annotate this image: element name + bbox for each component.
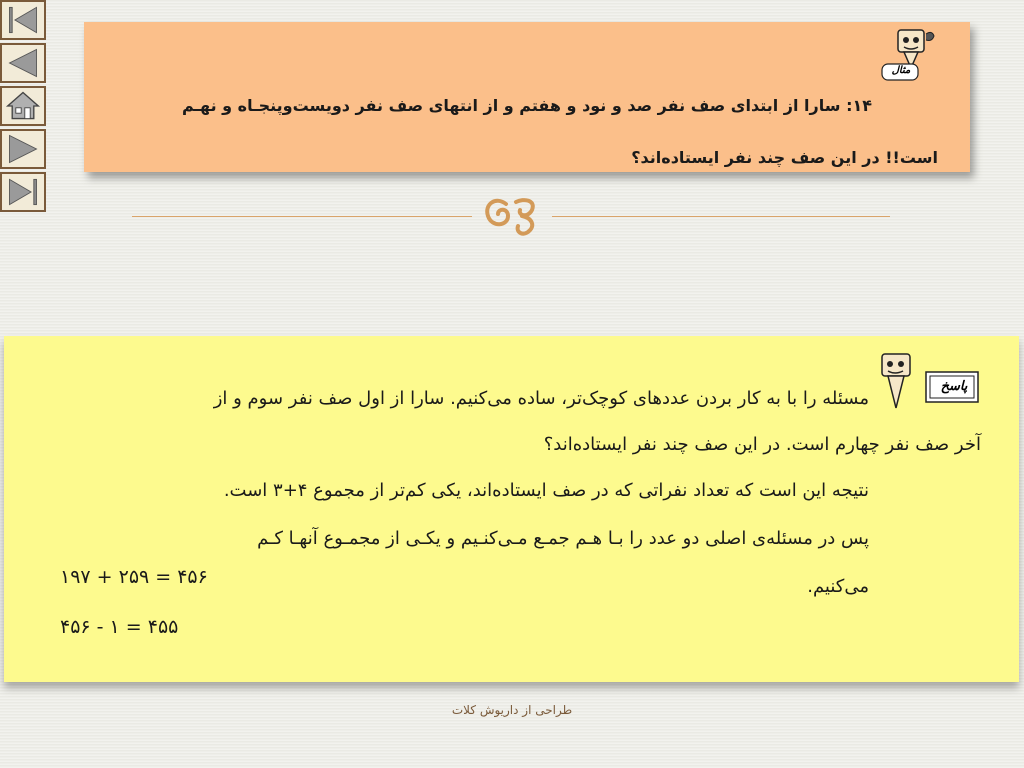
first-slide-button[interactable] <box>0 0 46 40</box>
answer-line-1: مسئله را با به کار بردن عددهای کوچک‌تر، ساده می‌کنیم. سارا از اول صف نفر سوم و از <box>213 388 869 409</box>
skip-last-icon <box>2 174 44 210</box>
divider-left <box>132 216 472 217</box>
arrow-right-icon <box>2 131 44 167</box>
answer-line-2: آخر صف نفر چهارم است. در این صف چند نفر ایستاده‌اند؟ <box>543 434 981 455</box>
skip-first-icon <box>2 2 44 38</box>
answer-badge-label: پاسخ <box>940 379 968 394</box>
problem-text <box>100 80 938 184</box>
answer-line-3: نتیجه این است که تعداد نفراتی که در صف ایستاده‌اند، یکی کم‌تر از مجموع ۴+۳ است. <box>223 480 869 501</box>
problem-line-1: ۱۴: سارا از ابتدای صف نفر صد و نود و هفتم و از انتهای صف نفر دویست‌وپنجـاه و نهـم <box>181 96 872 115</box>
last-slide-button[interactable] <box>0 172 46 212</box>
problem-card <box>84 22 970 172</box>
answer-line-4: پس در مسئله‌ی اصلی دو عدد را بـا هـم جمـع مـی‌کنـیم و یکـی از مجمـوع آنهـا کـم <box>257 528 869 549</box>
answer-line-5: می‌کنیم. <box>807 576 869 597</box>
home-icon <box>2 88 44 124</box>
next-slide-button[interactable] <box>0 129 46 169</box>
example-badge-label: مثال <box>891 65 911 76</box>
answer-card <box>4 336 1019 682</box>
calculation-2: ۴۵۶ - ۱ = ۴۵۵ <box>60 616 179 638</box>
footer-credit: طراحی از داریوش کلات <box>451 703 573 717</box>
answer-line-1-start <box>214 388 869 409</box>
previous-slide-button[interactable] <box>0 43 46 83</box>
ornament-flourish-icon <box>472 190 552 240</box>
problem-line-2: است!! در این صف چند نفر ایستاده‌اند؟ <box>631 148 938 167</box>
calculation-1: ۱۹۷ + ۲۵۹ = ۴۵۶ <box>60 566 208 588</box>
divider-right <box>552 216 890 217</box>
home-button[interactable] <box>0 86 46 126</box>
answer-badge <box>876 350 984 412</box>
example-badge <box>880 24 940 84</box>
arrow-left-icon <box>2 45 44 81</box>
